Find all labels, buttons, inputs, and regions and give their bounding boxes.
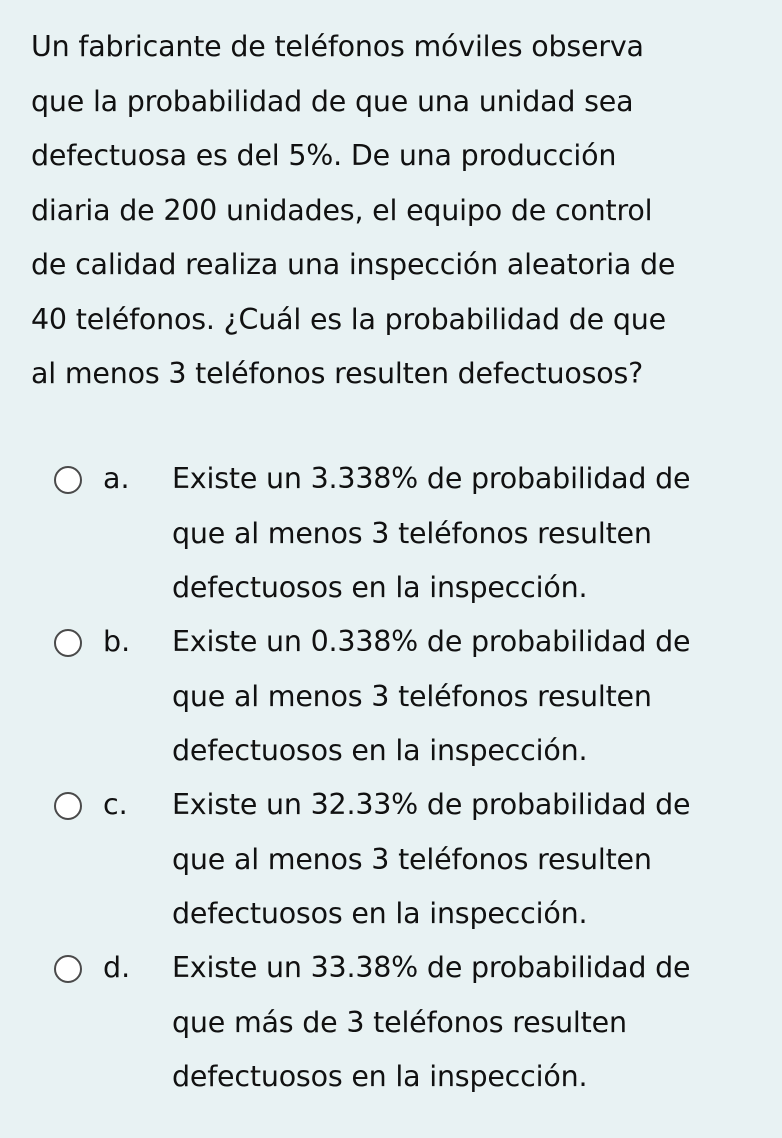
option-d-line: Existe un 33.38% de probabilidad de xyxy=(172,951,691,984)
option-b-text xyxy=(172,615,782,779)
option-c-line: defectuosos en la inspección. xyxy=(172,897,588,930)
option-a-line: que al menos 3 teléfonos resulten xyxy=(172,516,652,550)
option-d[interactable] xyxy=(0,941,782,1101)
option-a-line: Existe un 3.338% de probabilidad de xyxy=(172,462,691,495)
question-line: que la probabilidad de que una unidad sea xyxy=(31,84,634,118)
question-line: defectuosa es del 5%. De una producción xyxy=(31,139,617,172)
option-b[interactable] xyxy=(0,615,782,775)
question-text xyxy=(31,20,776,402)
option-b-line: defectuosos en la inspección. xyxy=(172,734,588,767)
option-b-line: Existe un 0.338% de probabilidad de xyxy=(172,625,691,658)
option-a-text xyxy=(172,452,782,616)
option-b-line: que al menos 3 teléfonos resulten xyxy=(172,679,652,713)
option-c-text xyxy=(172,778,782,942)
radio-button-b[interactable] xyxy=(54,629,82,657)
question-line: 40 teléfonos. ¿Cuál es la probabilidad de que xyxy=(31,302,666,336)
option-a[interactable] xyxy=(0,452,782,612)
option-a-line: defectuosos en la inspección. xyxy=(172,571,588,604)
option-c-letter: c. xyxy=(103,788,128,821)
option-d-text xyxy=(172,941,782,1105)
question-line: al menos 3 teléfonos resulten defectuosos? xyxy=(31,357,644,390)
option-a-letter: a. xyxy=(103,462,130,495)
question-line: Un fabricante de teléfonos móviles observa xyxy=(31,30,644,63)
radio-button-a[interactable] xyxy=(54,466,82,494)
radio-button-c[interactable] xyxy=(54,792,82,820)
option-d-line: que más de 3 teléfonos resulten xyxy=(172,1005,627,1039)
question-line: diaria de 200 unidades, el equipo de control xyxy=(31,193,653,227)
radio-button-d[interactable] xyxy=(54,955,82,983)
option-b-letter: b. xyxy=(103,625,131,658)
option-d-line: defectuosos en la inspección. xyxy=(172,1060,588,1093)
question-line: de calidad realiza una inspección aleatoria de xyxy=(31,248,676,281)
option-c-line: que al menos 3 teléfonos resulten xyxy=(172,842,652,876)
option-c-line: Existe un 32.33% de probabilidad de xyxy=(172,788,691,821)
option-d-letter: d. xyxy=(103,951,131,984)
option-c[interactable] xyxy=(0,778,782,938)
